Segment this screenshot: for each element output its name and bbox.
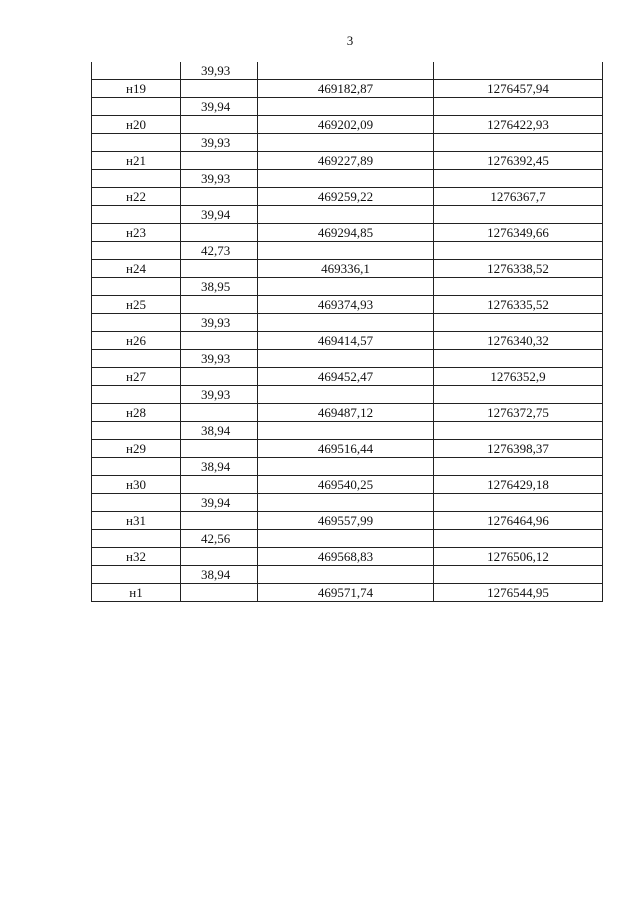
point-name-cell [92, 242, 181, 260]
point-row [92, 332, 603, 350]
point-name-cell [92, 530, 181, 548]
y-coordinate-cell [434, 386, 603, 404]
point-name-cell [92, 422, 181, 440]
y-coordinate-cell [434, 134, 603, 152]
distance-cell: 39,93 [181, 62, 258, 80]
point-name-cell [92, 98, 181, 116]
x-coordinate-cell: 469182,87 [258, 80, 434, 98]
x-coordinate-cell: 469571,74 [258, 584, 434, 602]
point-name-cell: н21 [92, 152, 181, 170]
y-coordinate-cell [434, 458, 603, 476]
x-coordinate-cell [258, 314, 434, 332]
distance-cell: 39,93 [181, 170, 258, 188]
distance-cell [181, 152, 258, 170]
distance-cell [181, 404, 258, 422]
y-coordinate-cell: 1276457,94 [434, 80, 603, 98]
coordinates-table [91, 62, 603, 602]
coordinates-table-body [92, 62, 603, 602]
x-coordinate-cell [258, 386, 434, 404]
x-coordinate-cell [258, 350, 434, 368]
y-coordinate-cell [434, 566, 603, 584]
point-row [92, 440, 603, 458]
distance-cell [181, 224, 258, 242]
distance-row [92, 494, 603, 512]
y-coordinate-cell: 1276506,12 [434, 548, 603, 566]
y-coordinate-cell [434, 530, 603, 548]
distance-cell: 39,93 [181, 386, 258, 404]
point-row [92, 116, 603, 134]
y-coordinate-cell: 1276352,9 [434, 368, 603, 386]
point-name-cell [92, 170, 181, 188]
distance-cell [181, 548, 258, 566]
y-coordinate-cell [434, 98, 603, 116]
point-name-cell: н24 [92, 260, 181, 278]
point-name-cell: н1 [92, 584, 181, 602]
page-number: 3 [346, 33, 354, 48]
distance-cell [181, 116, 258, 134]
y-coordinate-cell: 1276340,32 [434, 332, 603, 350]
distance-row [92, 134, 603, 152]
distance-row [92, 278, 603, 296]
y-coordinate-cell: 1276422,93 [434, 116, 603, 134]
y-coordinate-cell [434, 350, 603, 368]
point-row [92, 584, 603, 602]
x-coordinate-cell [258, 278, 434, 296]
distance-row [92, 530, 603, 548]
x-coordinate-cell: 469414,57 [258, 332, 434, 350]
distance-row [92, 458, 603, 476]
distance-row [92, 566, 603, 584]
y-coordinate-cell: 1276398,37 [434, 440, 603, 458]
distance-row [92, 422, 603, 440]
point-row [92, 80, 603, 98]
distance-cell: 39,93 [181, 350, 258, 368]
point-row [92, 224, 603, 242]
point-row [92, 476, 603, 494]
point-name-cell [92, 278, 181, 296]
y-coordinate-cell: 1276429,18 [434, 476, 603, 494]
x-coordinate-cell: 469540,25 [258, 476, 434, 494]
distance-cell: 39,94 [181, 98, 258, 116]
distance-cell: 39,93 [181, 314, 258, 332]
x-coordinate-cell: 469487,12 [258, 404, 434, 422]
distance-cell [181, 440, 258, 458]
point-name-cell: н26 [92, 332, 181, 350]
x-coordinate-cell [258, 134, 434, 152]
distance-cell: 38,95 [181, 278, 258, 296]
point-name-cell [92, 314, 181, 332]
y-coordinate-cell: 1276335,52 [434, 296, 603, 314]
x-coordinate-cell: 469568,83 [258, 548, 434, 566]
y-coordinate-cell [434, 278, 603, 296]
y-coordinate-cell [434, 62, 603, 80]
point-row [92, 548, 603, 566]
x-coordinate-cell [258, 530, 434, 548]
point-name-cell: н28 [92, 404, 181, 422]
distance-row [92, 206, 603, 224]
point-name-cell: н27 [92, 368, 181, 386]
y-coordinate-cell: 1276338,52 [434, 260, 603, 278]
point-row [92, 152, 603, 170]
point-name-cell: н25 [92, 296, 181, 314]
y-coordinate-cell [434, 314, 603, 332]
point-name-cell: н32 [92, 548, 181, 566]
y-coordinate-cell: 1276349,66 [434, 224, 603, 242]
point-row [92, 512, 603, 530]
y-coordinate-cell: 1276392,45 [434, 152, 603, 170]
point-name-cell [92, 134, 181, 152]
point-name-cell [92, 566, 181, 584]
distance-cell [181, 332, 258, 350]
point-row [92, 188, 603, 206]
distance-row [92, 62, 603, 80]
distance-cell [181, 368, 258, 386]
point-name-cell: н19 [92, 80, 181, 98]
distance-cell [181, 188, 258, 206]
x-coordinate-cell [258, 242, 434, 260]
y-coordinate-cell [434, 206, 603, 224]
point-row [92, 368, 603, 386]
distance-cell: 42,56 [181, 530, 258, 548]
distance-cell [181, 80, 258, 98]
y-coordinate-cell [434, 242, 603, 260]
distance-cell: 38,94 [181, 422, 258, 440]
point-name-cell [92, 494, 181, 512]
x-coordinate-cell: 469227,89 [258, 152, 434, 170]
y-coordinate-cell: 1276372,75 [434, 404, 603, 422]
point-row [92, 296, 603, 314]
point-name-cell [92, 458, 181, 476]
point-name-cell: н20 [92, 116, 181, 134]
x-coordinate-cell: 469452,47 [258, 368, 434, 386]
x-coordinate-cell [258, 494, 434, 512]
point-name-cell: н31 [92, 512, 181, 530]
y-coordinate-cell: 1276544,95 [434, 584, 603, 602]
distance-row [92, 314, 603, 332]
x-coordinate-cell [258, 458, 434, 476]
y-coordinate-cell: 1276464,96 [434, 512, 603, 530]
x-coordinate-cell: 469516,44 [258, 440, 434, 458]
point-name-cell: н29 [92, 440, 181, 458]
distance-cell: 39,94 [181, 206, 258, 224]
x-coordinate-cell [258, 566, 434, 584]
distance-row [92, 98, 603, 116]
point-name-cell: н30 [92, 476, 181, 494]
distance-row [92, 386, 603, 404]
x-coordinate-cell: 469294,85 [258, 224, 434, 242]
distance-cell [181, 260, 258, 278]
point-name-cell: н23 [92, 224, 181, 242]
x-coordinate-cell [258, 170, 434, 188]
distance-cell: 38,94 [181, 566, 258, 584]
distance-cell [181, 584, 258, 602]
point-name-cell: н22 [92, 188, 181, 206]
y-coordinate-cell [434, 494, 603, 512]
x-coordinate-cell [258, 98, 434, 116]
distance-cell: 38,94 [181, 458, 258, 476]
x-coordinate-cell [258, 62, 434, 80]
point-name-cell [92, 206, 181, 224]
distance-row [92, 170, 603, 188]
point-row [92, 260, 603, 278]
distance-row [92, 350, 603, 368]
x-coordinate-cell: 469259,22 [258, 188, 434, 206]
distance-cell [181, 512, 258, 530]
point-name-cell [92, 62, 181, 80]
x-coordinate-cell [258, 206, 434, 224]
x-coordinate-cell: 469374,93 [258, 296, 434, 314]
x-coordinate-cell: 469557,99 [258, 512, 434, 530]
point-row [92, 404, 603, 422]
y-coordinate-cell: 1276367,7 [434, 188, 603, 206]
distance-row [92, 242, 603, 260]
distance-cell [181, 296, 258, 314]
distance-cell [181, 476, 258, 494]
x-coordinate-cell [258, 422, 434, 440]
distance-cell: 42,73 [181, 242, 258, 260]
y-coordinate-cell [434, 422, 603, 440]
point-name-cell [92, 350, 181, 368]
distance-cell: 39,94 [181, 494, 258, 512]
x-coordinate-cell: 469336,1 [258, 260, 434, 278]
point-name-cell [92, 386, 181, 404]
y-coordinate-cell [434, 170, 603, 188]
distance-cell: 39,93 [181, 134, 258, 152]
x-coordinate-cell: 469202,09 [258, 116, 434, 134]
